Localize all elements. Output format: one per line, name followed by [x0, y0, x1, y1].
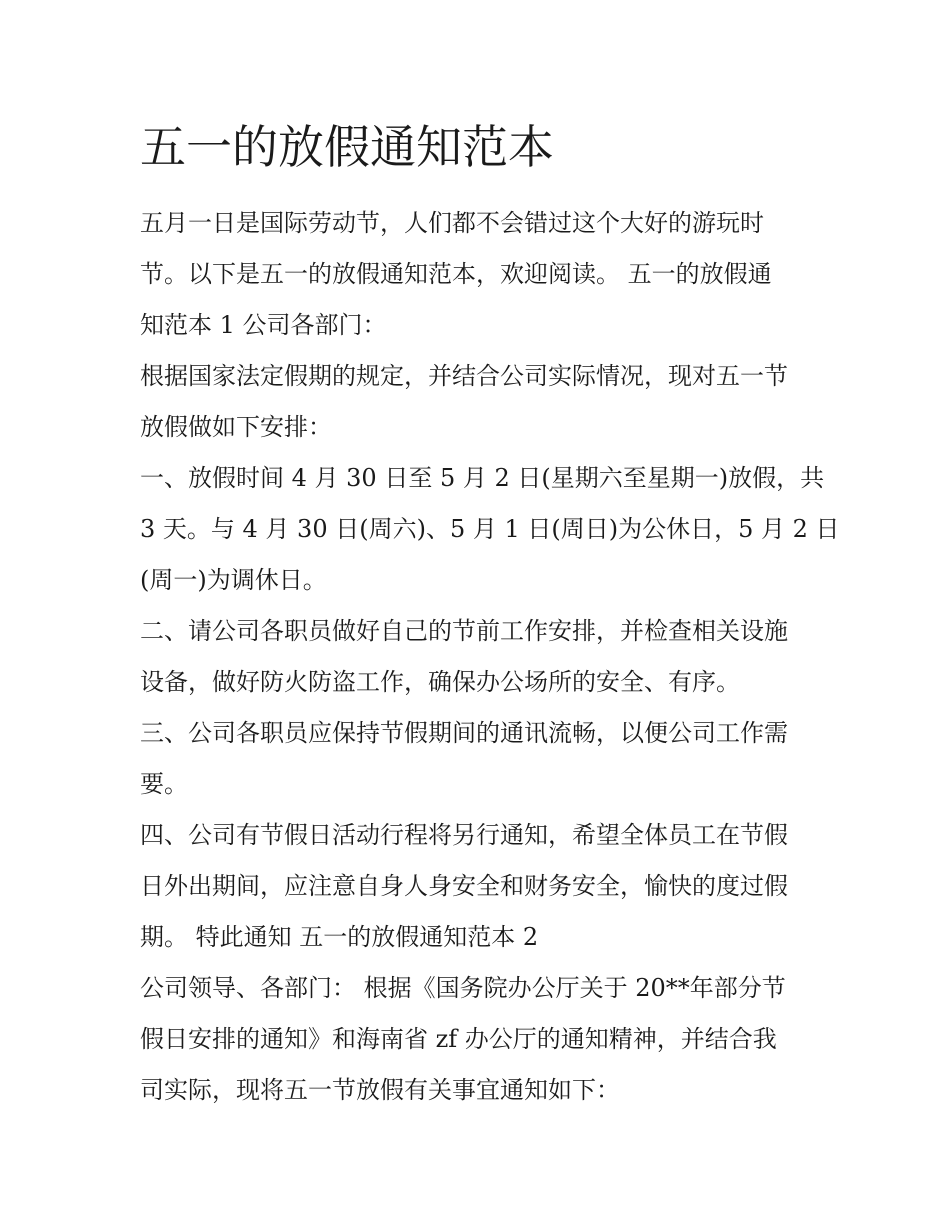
body-line: 期。 特此通知 五一的放假通知范本 2 — [140, 923, 539, 951]
body-line: 设备，做好防火防盗工作，确保办公场所的安全、有序。 — [140, 668, 740, 696]
body-line: 节。以下是五一的放假通知范本，欢迎阅读。 五一的放假通 — [140, 260, 772, 288]
body-line: 一、放假时间 4 月 30 日至 5 月 2 日(星期六至星期一)放假，共 — [140, 464, 825, 492]
body-line: 要。 — [140, 770, 188, 798]
body-line: 司实际，现将五一节放假有关事宜通知如下： — [140, 1076, 620, 1104]
body-line: 放假做如下安排： — [140, 413, 332, 441]
body-line: 四、公司有节假日活动行程将另行通知，希望全体员工在节假 — [140, 821, 788, 849]
body-line: (周一)为调休日。 — [140, 566, 327, 594]
body-line: 知范本 1 公司各部门： — [140, 311, 387, 339]
document-body — [140, 198, 840, 1116]
document-title: 五一的放假通知范本 — [140, 120, 554, 174]
body-line: 二、请公司各职员做好自己的节前工作安排，并检查相关设施 — [140, 617, 788, 645]
body-line: 3 天。与 4 月 30 日(周六)、5 月 1 日(周日)为公休日，5 月 2 日 — [140, 515, 840, 543]
body-line: 日外出期间，应注意自身人身安全和财务安全，愉快的度过假 — [140, 872, 788, 900]
body-line: 假日安排的通知》和海南省 zf 办公厅的通知精神，并结合我 — [140, 1025, 777, 1053]
body-line: 根据国家法定假期的规定，并结合公司实际情况，现对五一节 — [140, 362, 788, 390]
body-line: 五月一日是国际劳动节，人们都不会错过这个大好的游玩时 — [140, 209, 764, 237]
body-line: 公司领导、各部门： 根据《国务院办公厅关于 20**年部分节 — [140, 974, 786, 1002]
body-line: 三、公司各职员应保持节假期间的通讯流畅，以便公司工作需 — [140, 719, 788, 747]
